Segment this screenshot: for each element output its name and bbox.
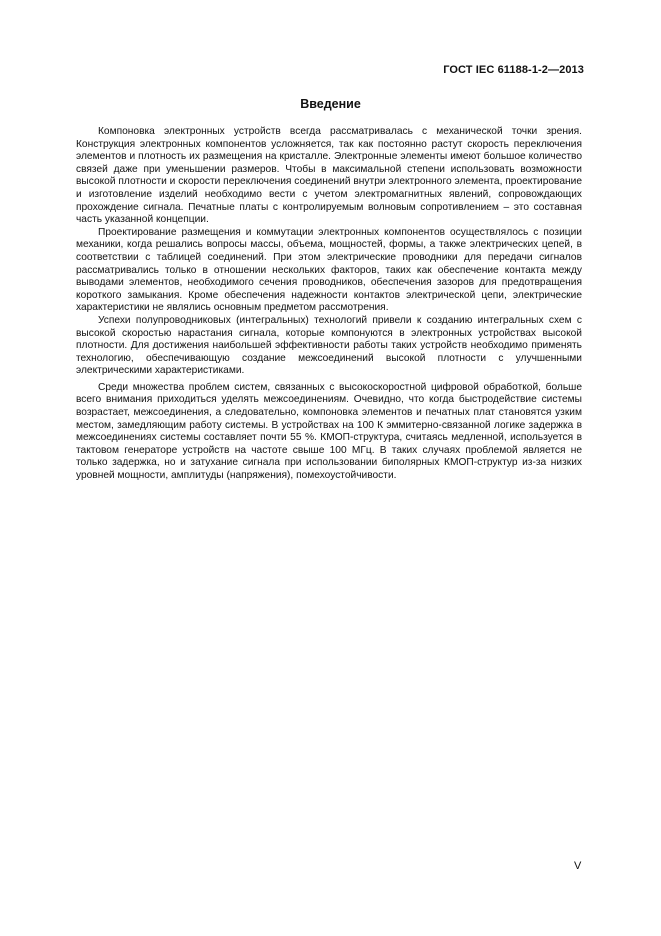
document-standard-header: ГОСТ IEC 61188-1-2—2013 [443,64,584,76]
page-number: V [574,860,582,872]
paragraph-1: Компоновка электронных устройств всегда рассматривалась с механической точки зрения. Конструкция электронных компонентов усложняется, так как постоянно растут скорость переключения элементов и плотность их размещения на кристалле. Электронные элементы имеют большое количество связей даже при уменьшении размеров. Чтобы в максимальной степени использовать возможности высокой плотности и скорости переключения соединений внутри электронного элемента, проектирование и изготовление изделий необходимо вести с учетом электромагнитных явлений, сопровождающих прохождение сигнала. Печатные платы с контролируемым волновым сопротивлением – это составная часть указанной концепции. [76,126,582,226]
section-title: Введение [300,97,361,111]
paragraph-2: Проектирование размещения и коммутации электронных компонентов осуществлялось с позиции механики, когда решались вопросы массы, объема, мощностей, формы, а также электрических цепей, в соответствии с таблицей соединений. При этом электрические проводники для передачи сигналов рассматривались только в отношении нескольких факторов, таких как обеспечение контакта между выводами элементов, необходимого сечения проводников, обеспечения зазоров для предотвращения короткого замыкания. Кроме обеспечения надежности контактов электрической цепи, электрические характеристики не являлись основным предметом рассмотрения. [76,226,582,314]
body-text [76,126,582,483]
paragraph-3: Успехи полупроводниковых (интегральных) технологий привели к созданию интегральных схем с высокой скоростью нарастания сигнала, которые компонуются в электронных устройствах высокой плотности. Для достижения наибольшей эффективности работы таких устройств необходимо применять технологию, обеспечивающую создание межсоединений высокой плотности с улучшенными электрическими характеристиками. [76,314,582,377]
paragraph-4: Среди множества проблем систем, связанных с высокоскоростной цифровой обработкой, больше всего внимания приходиться уделять межсоединениям. Очевидно, что когда быстродействие системы возрастает, межсоединения, а следовательно, компоновка элементов и печатных плат становятся узким местом, замедляющим работу системы. В устройствах на 100 К эммитерно-связанной логике задержка в межсоединениях системы составляет почти 55 %. КМОП-структура, считаясь медленной, используется в тактовом генераторе устройств на частоте свыше 100 МГц. В таких случаях проблемой является не только задержка, но и затухание сигнала при использовании биполярных КМОП-структур из-за низких уровней мощности, амплитуды (напряжения), помехоустойчивости. [76,381,582,482]
